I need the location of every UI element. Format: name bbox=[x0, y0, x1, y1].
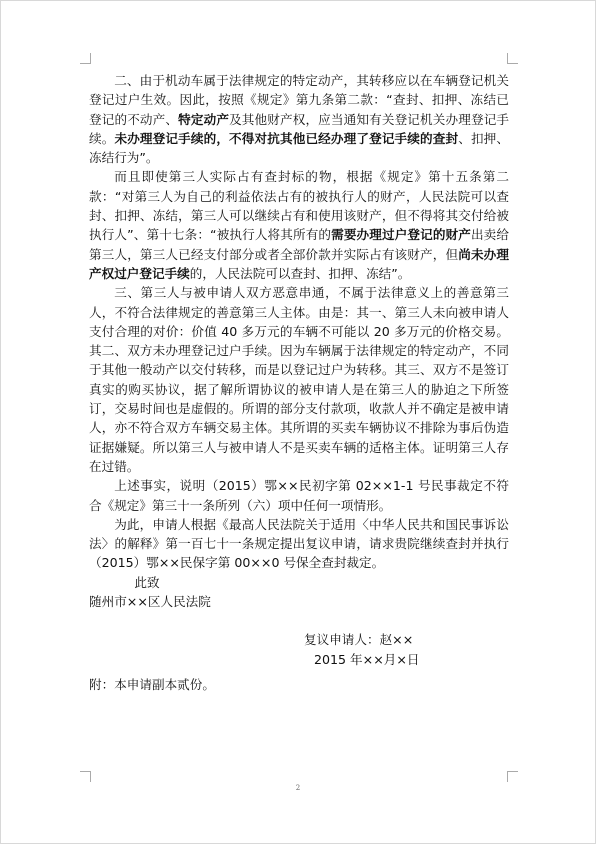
margin-corner-mark bbox=[80, 771, 91, 782]
text-run: 、扣押、冻结行为”。 bbox=[89, 130, 510, 166]
text-run: 上述事实，说明（2015）鄂××民初字第 02××1-1 号民事裁定不符合《规定》第三十一条所列（六）项中任何一项情形。 bbox=[89, 478, 509, 513]
margin-corner-mark bbox=[507, 53, 518, 64]
applicant-signature: 复议申请人：赵×× bbox=[304, 632, 414, 648]
bold-text-run: 尚未办理产权过户登记手续 bbox=[89, 246, 510, 281]
attachment-note: 附：本申请副本贰份。 bbox=[89, 676, 215, 692]
margin-corner-mark bbox=[507, 771, 518, 782]
bold-text-run: 需要办理过户登记的财产 bbox=[331, 227, 471, 243]
text-run: 二、由于机动车属于法律规定的特定动产，其转移应以在车辆登记机关登记过户生效。因此，按照《规定》第九条第二款：“查封、扣押、冻结已登记的不动产、 bbox=[89, 73, 509, 127]
text-run: 三、第三人与被申请人双方恶意串通，不属于法律意义上的善意第三人，不符合法律规定的善意第三人主体。由是：其一、第三人未向被申请人支付合理的对价：价值 40 多万元的车辆不可能以 20 多万元的价格交易。其二、双方未办理登记过户手续。因为车辆属于法律规定的特定动产，不同于其他一般动产以交付转移，而是以登记过户为转移。其三、双方不是签订真实的购买协议，据了解所谓协议的被申请人是在第三人的胁迫之下所签订，交易时间也是虚假的。所谓的部分支付款项，收款人并不确定是被申请人，亦不符合双方车辆交易主体。其所谓的买卖车辆协议不排除为事后伪造证据嫌疑。所以第三人与被申请人不是买卖车辆的适格主体。证明第三人存在过错。 bbox=[89, 285, 509, 474]
signature-date: 2015 年××月×日 bbox=[314, 651, 420, 667]
document-body[interactable] bbox=[89, 71, 509, 694]
text-run: 的，人民法院可以查封、扣押、冻结”。 bbox=[189, 265, 411, 281]
page-number: 2 bbox=[295, 784, 301, 792]
paragraph-registration bbox=[89, 71, 509, 167]
margin-corner-mark bbox=[80, 53, 91, 64]
text-run: 及其他财产权，应当通知有关登记机关办理登记手续。 bbox=[89, 111, 510, 146]
text-run: 而且即使第三人实际占有查封标的物，根据《规定》第十五条第二款：“对第三人为自己的利益依法占有的被执行人的财产，人民法院可以查封、扣押、冻结，第三人可以继续占有和使用该财产，但不得将其交付给被执行人”、第十七条：“被执行人将其所有的 bbox=[89, 169, 509, 243]
paragraph-request bbox=[89, 515, 509, 573]
text-run: 为此，申请人根据《最高人民法院关于适用〈中华人民共和国民事诉讼法〉的解释》第一百七十一条规定提出复议申请，请求贵院继续查封并执行（2015）鄂××民保字第 00××0 号保全查封裁定。 bbox=[89, 516, 509, 571]
court-name: 随州市××区人民法院 bbox=[89, 594, 211, 610]
text-run: 出卖给第三人，第三人已经支付部分或者全部价款并实际占有该财产，但 bbox=[89, 227, 509, 262]
bold-text-run: 特定动产 bbox=[178, 111, 230, 127]
bold-text-run: 未办理登记手续的，不得对抗其他已经办理了登记手续的查封 bbox=[114, 130, 459, 146]
paragraph-third-party-possession bbox=[89, 167, 509, 283]
paragraph-collusion bbox=[89, 283, 509, 476]
greeting: 此致 bbox=[134, 574, 160, 590]
paragraph-conclusion bbox=[89, 476, 509, 515]
